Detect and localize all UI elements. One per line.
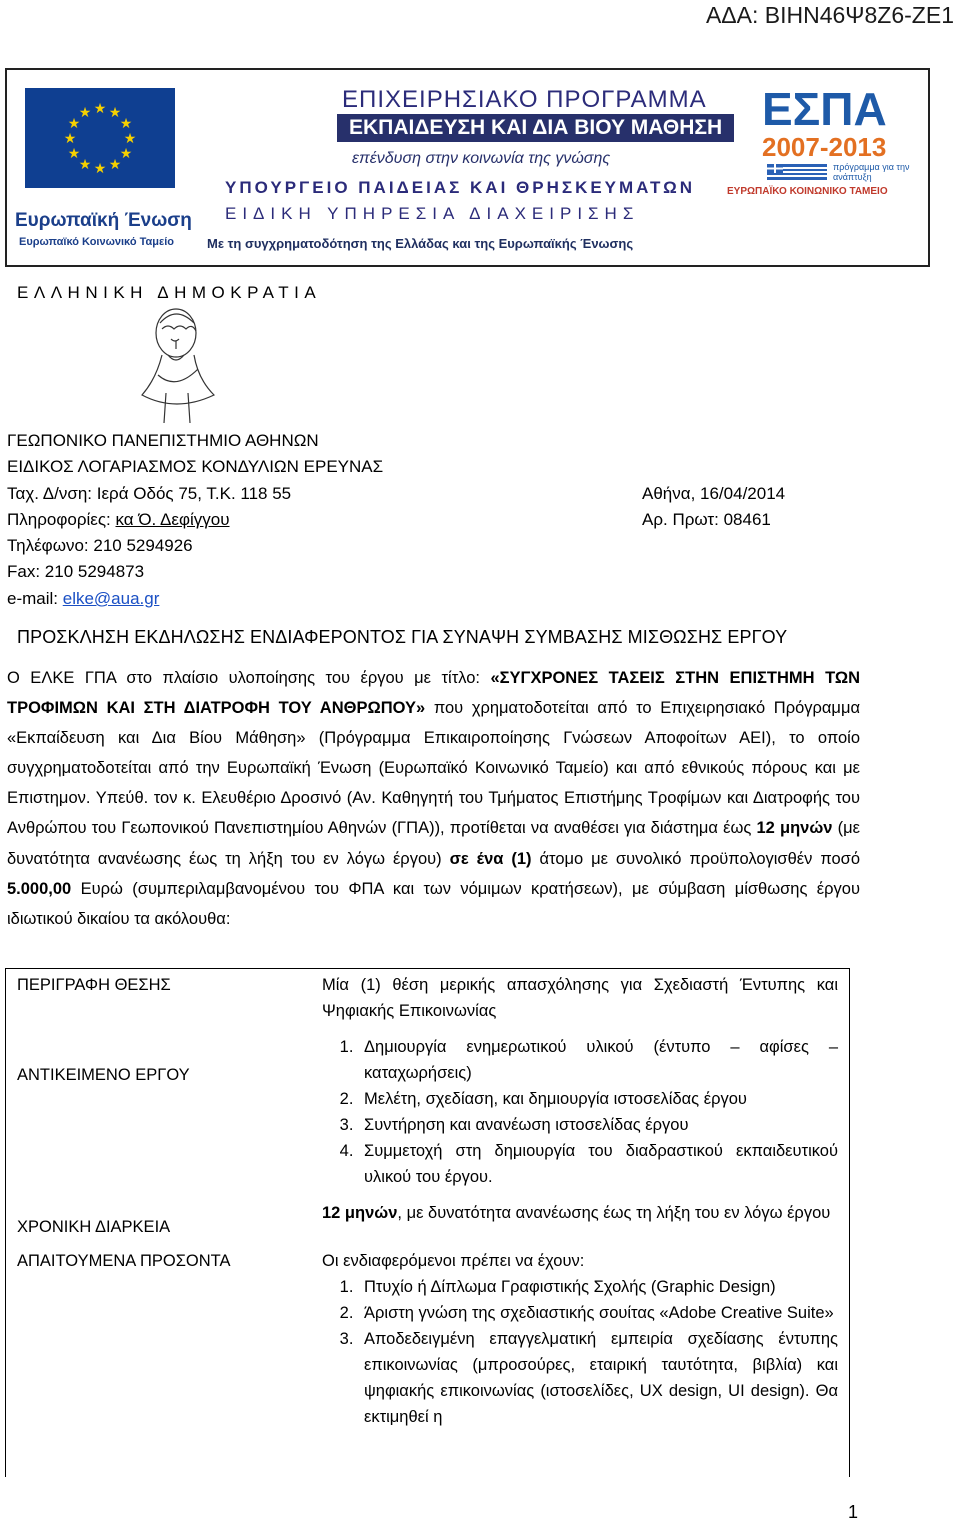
espa-logo: ΕΣΠΑ: [762, 83, 887, 135]
greek-flag-icon: [767, 164, 827, 180]
body-text-5: Ευρώ (συμπεριλαμβανομένου του ΦΠΑ και των νόμιμων κρατήσεων), με σύμβαση μίσθωσης έργου ιδιωτικού δικαίου τα ακόλουθα:: [7, 879, 860, 928]
eu-flag-icon: [25, 88, 175, 188]
eu-title: Ευρωπαϊκή Ένωση: [15, 210, 192, 231]
protocol-number: Αρ. Πρωτ: 08461: [642, 510, 771, 529]
phone: Τηλέφωνο: 210 5294926: [7, 536, 193, 555]
list-item: 3. Συντήρηση και ανανέωση ιστοσελίδας έργου: [358, 1112, 838, 1138]
espa-fund: ΕΥΡΩΠΑΪΚΟ ΚΟΙΝΩΝΙΚΟ ΤΑΜΕΙΟ: [727, 186, 888, 197]
duration-value: [309, 1190, 850, 1240]
qualifications-label: ΑΠΑΙΤΟΥΜΕΝΑ ΠΡΟΣΟΝΤΑ: [17, 1252, 231, 1270]
fax: Fax: 210 5294873: [7, 562, 145, 581]
body-text-2: που χρηματοδοτείται από το Επιχειρησιακό Πρόγραμμα «Εκπαίδευση και Δια Βίου Μάθηση» (Πρόγραμμα Επικαιροποίησης Γνώσεων Αποφοίτων ΑΕΙ), το οποίο συγχρηματοδοτείται από την Ευρωπαϊκή Ένωση (Ευρωπαϊκό Κοινωνικό Ταμείο) και από εθνικούς πόρους και με Επιστημον. Υπεύθ. τον κ. Ελευθέριο Δροσινό (Αν. Καθηγητή του Τμήματος Επιστήμης Τροφίμων και Διατροφής του Ανθρώπου του Γεωπονικού Πανεπιστημίου Αθηνών (ΓΠΑ)), προτίθεται να αναθέσει για διάστημα έως: [7, 699, 860, 838]
duration-months: 12 μηνών: [756, 819, 833, 838]
program-slogan: επένδυση στην κοινωνία της γνώσης: [352, 150, 611, 167]
object-label: ΑΝΤΙΚΕΙΜΕΝΟ ΕΡΓΟΥ: [17, 1066, 190, 1084]
svg-text:★: ★: [123, 131, 137, 147]
espa-years: 2007-2013: [762, 132, 887, 162]
funding-banner: [5, 68, 930, 267]
university-name: ΓΕΩΠΟΝΙΚΟ ΠΑΝΕΠΙΣΤΗΜΙΟ ΑΘΗΝΩΝ: [7, 431, 319, 450]
account-name: ΕΙΔΙΚΟΣ ΛΟΓΑΡΙΑΣΜΟΣ ΚΟΝΔΥΛΙΩΝ ΕΡΕΥΝΑΣ: [7, 457, 384, 476]
qualifications-intro: Οι ενδιαφερόμενοι πρέπει να έχουν:: [322, 1252, 585, 1270]
table-row: [5, 1190, 850, 1240]
espa-tagline: πρόγραμμα για την ανάπτυξη: [833, 162, 910, 182]
page-number: 1: [848, 1502, 859, 1522]
list-item: 2. Μελέτη, σχεδίαση, και δημιουργία ιστοσελίδας έργου: [358, 1086, 838, 1112]
list-item: 1. Δημιουργία ενημερωτικού υλικού (έντυπο – αφίσες – καταχωρήσεις): [358, 1034, 838, 1086]
list-item: 1. Πτυχίο ή Δίπλωμα Γραφιστικής Σχολής (Graphic Design): [358, 1274, 838, 1300]
object-list-cell: [309, 1030, 850, 1190]
university-emblem-icon: [138, 305, 218, 430]
document-date: Αθήνα, 16/04/2014: [642, 484, 786, 503]
duration-rest: , με δυνατότητα ανανέωσης έως τη λήξη του εν λόγω έργου: [397, 1204, 831, 1222]
position-label: ΠΕΡΙΓΡΑΦΗ ΘΕΣΗΣ: [17, 976, 171, 994]
document-title: ΠΡΟΣΚΛΗΣΗ ΕΚΔΗΛΩΣΗΣ ΕΝΔΙΑΦΕΡΟΝΤΟΣ ΓΙΑ ΣΥΝΑΨΗ ΣΥΜΒΑΣΗΣ ΜΙΣΘΩΣΗΣ ΕΡΓΟΥ: [17, 627, 788, 647]
info-name: κα Ό. Δεφίγγου: [115, 510, 230, 529]
email-line: [7, 586, 159, 612]
svg-text:★: ★: [67, 116, 81, 132]
special-service: ΕΙΔΙΚΗ ΥΠΗΡΕΣΙΑ ΔΙΑΧΕΙΡΙΣΗΣ: [225, 204, 640, 223]
svg-text:★: ★: [108, 157, 122, 173]
svg-text:★: ★: [93, 161, 107, 177]
ada-code: ΑΔΑ: ΒΙΗΝ46Ψ8Ζ6-ΖΕ1: [705, 2, 954, 28]
contact-line: [7, 507, 230, 533]
info-label: Πληροφορίες:: [7, 510, 116, 529]
list-item: 2. Άριστη γνώση της σχεδιαστικής σουίτας «Adobe Creative Suite»: [358, 1300, 838, 1326]
body-paragraph: [7, 663, 860, 934]
svg-text:★: ★: [78, 105, 92, 121]
program-line1: ΕΠΙΧΕΙΡΗΣΙΑΚΟ ΠΡΟΓΡΑΜΜΑ: [342, 86, 707, 113]
list-item: 4. Συμμετοχή στη δημιουργία του διαδραστικού εκπαιδευτικού υλικού του έργου.: [358, 1138, 838, 1190]
table-row: [5, 1240, 850, 1430]
table-row: [5, 1030, 850, 1190]
requirements-table: [5, 968, 850, 1430]
body-text-1: Ο ΕΛΚΕ ΓΠΑ στο πλαίσιο υλοποίησης του έργου με τίτλο:: [7, 669, 491, 687]
svg-text:★: ★: [67, 146, 81, 162]
body-text-4: άτομο με συνολικό προϋπολογισθέν ποσό: [531, 849, 861, 868]
svg-text:★: ★: [108, 105, 122, 121]
one-person: σε ένα (1): [449, 849, 532, 868]
qualifications-list: [322, 1274, 838, 1430]
svg-text:★: ★: [119, 146, 133, 162]
qualifications-cell: [309, 1240, 850, 1430]
ministry: ΥΠΟΥΡΓΕΙΟ ΠΑΙΔΕΙΑΣ ΚΑΙ ΘΡΗΣΚΕΥΜΑΤΩΝ: [225, 178, 696, 197]
email-label: e-mail:: [7, 589, 63, 608]
duration-label: ΧΡΟΝΙΚΗ ΔΙΑΡΚΕΙΑ: [17, 1218, 171, 1236]
svg-text:★: ★: [63, 131, 77, 147]
program-line2: ΕΚΠΑΙΔΕΥΣΗ ΚΑΙ ΔΙΑ ΒΙΟΥ ΜΑΘΗΣΗ: [337, 114, 734, 142]
position-value: Μία (1) θέση μερικής απασχόλησης για Σχεδιαστή Έντυπης και Ψηφιακής Επικοινωνίας: [322, 976, 838, 1020]
table-row: [5, 968, 850, 1030]
svg-text:★: ★: [93, 101, 107, 117]
project-title: «ΣΥΓΧΡΟΝΕΣ ΤΑΣΕΙΣ ΣΤΗΝ ΕΠΙΣΤΗΜΗ ΤΩΝ ΤΡΟΦΙΜΩΝ ΚΑΙ ΣΤΗ ΔΙΑΤΡΟΦΗ ΤΟΥ ΑΝΘΡΩΠΟΥ»: [7, 669, 860, 718]
duration-bold: 12 μηνών: [322, 1204, 398, 1222]
budget-amount: 5.000,00: [7, 879, 72, 898]
body-text-3: (με δυνατότητα ανανέωσης έως τη λήξη του εν λόγω έργου): [7, 819, 860, 868]
postal-address: Ταχ. Δ/νση: Ιερά Οδός 75, Τ.Κ. 118 55: [7, 484, 292, 503]
svg-text:★: ★: [78, 157, 92, 173]
republic-heading: ΕΛΛΗΝΙΚΗ ΔΗΜΟΚΡΑΤΙΑ: [17, 283, 322, 302]
eu-subtitle: Ευρωπαϊκό Κοινωνικό Ταμείο: [19, 236, 174, 248]
svg-text:★: ★: [119, 116, 133, 132]
object-list: [322, 1034, 838, 1190]
email-link[interactable]: elke@aua.gr: [62, 589, 160, 608]
list-item: 3. Αποδεδειγμένη επαγγελματική εμπειρία σχεδίασης έντυπης επικοινωνίας (μπροσούρες, εταιρική ταυτότητα, βιβλία) και ψηφιακής επικοινωνίας (ιστοσελίδες, UX design, UI design). Θα εκτιμηθεί η: [358, 1326, 838, 1430]
cofinance-note: Με τη συγχρηματοδότηση της Ελλάδας και της Ευρωπαϊκής Ένωσης: [207, 236, 634, 251]
